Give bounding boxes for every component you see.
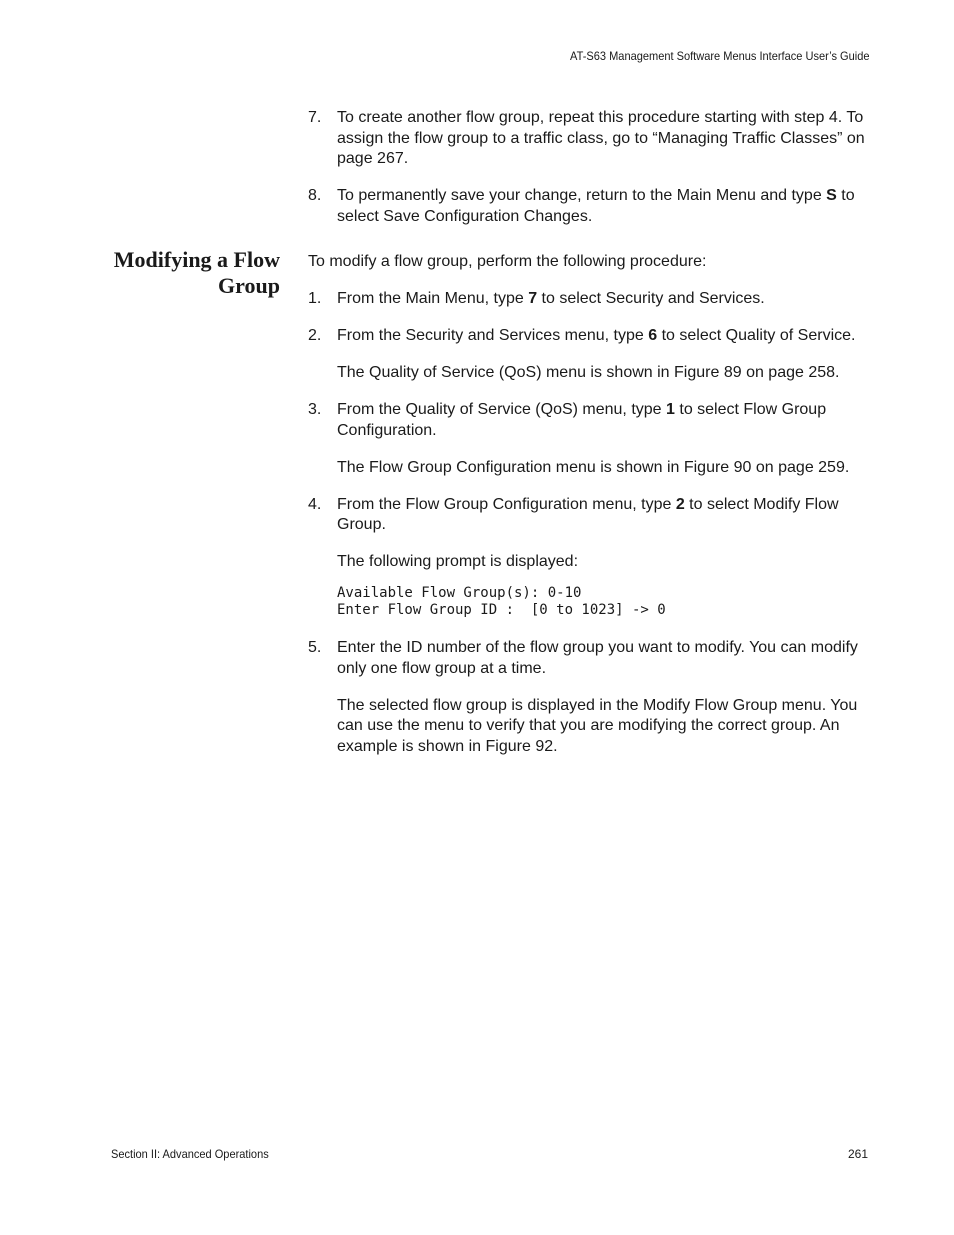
- step-5: [308, 638, 874, 679]
- step-7: [308, 108, 874, 170]
- step-5-note: The selected flow group is displayed in the Modify Flow Group menu. You can use the menu to verify that you are modifying the correct group. An example is shown in Figure 92.: [337, 696, 858, 755]
- section-body: [308, 252, 874, 774]
- step-text-pre: From the Security and Services menu, type: [337, 327, 649, 344]
- step-1: [308, 289, 874, 310]
- step-key: 7: [528, 290, 538, 307]
- step-3: [308, 400, 874, 441]
- section-heading-line1: Modifying a Flow: [113, 247, 280, 272]
- step-text-post: to select Quality of Service.: [657, 327, 856, 344]
- step-number: 1.: [308, 290, 322, 307]
- step-text-post: to select Flow Group Configuration.: [337, 401, 827, 439]
- code-line: Enter Flow Group ID : [0 to 1023] -> 0: [337, 602, 666, 618]
- section-heading: [80, 247, 280, 299]
- step-number: 2.: [308, 327, 322, 344]
- step-text-post: to select Modify Flow Group.: [337, 495, 839, 533]
- section-heading-line2: Group: [218, 273, 280, 298]
- running-header: AT-S63 Management Software Menus Interface User’s Guide: [569, 49, 869, 63]
- prompt-code-block: [337, 585, 874, 619]
- step-4-note: The following prompt is displayed:: [337, 553, 579, 570]
- prior-steps: [308, 108, 874, 244]
- step-4: [308, 495, 874, 536]
- step-key: S: [826, 187, 837, 204]
- footer-section-label: Section II: Advanced Operations: [111, 1147, 269, 1161]
- step-text-post: to select Security and Services.: [537, 290, 765, 307]
- code-line: Available Flow Group(s): 0-10: [337, 585, 582, 601]
- step-number: 5.: [308, 639, 322, 656]
- step-number: 4.: [308, 495, 322, 513]
- step-text-pre: From the Flow Group Configuration menu, type: [337, 495, 676, 513]
- step-2-note: The Quality of Service (QoS) menu is shown in Figure 89 on page 258.: [337, 364, 840, 381]
- step-text-pre: From the Quality of Service (QoS) menu, type: [337, 401, 667, 418]
- step-text: Enter the ID number of the flow group you want to modify. You can modify only one flow group at a time.: [337, 639, 858, 677]
- step-2: [308, 326, 874, 347]
- step-text-pre: From the Main Menu, type: [337, 290, 529, 307]
- section-intro: To modify a flow group, perform the following procedure:: [308, 253, 707, 270]
- step-key: 1: [666, 401, 675, 418]
- step-3-note: The Flow Group Configuration menu is shown in Figure 90 on page 259.: [337, 458, 850, 476]
- step-key: 2: [675, 495, 685, 513]
- step-key: 6: [648, 327, 658, 344]
- step-text: To create another flow group, repeat this procedure starting with step 4. To assign the flow group to a traffic class, go to “Managing Traffic Classes” on page 267.: [337, 109, 865, 167]
- step-text-post: to select Save Configuration Changes.: [337, 187, 855, 225]
- step-number: 7.: [308, 109, 322, 126]
- step-8: [308, 186, 874, 227]
- step-number: 8.: [308, 187, 322, 204]
- footer-page-number: 261: [847, 1147, 868, 1161]
- step-number: 3.: [308, 401, 322, 418]
- step-text-pre: To permanently save your change, return to the Main Menu and type: [337, 187, 827, 204]
